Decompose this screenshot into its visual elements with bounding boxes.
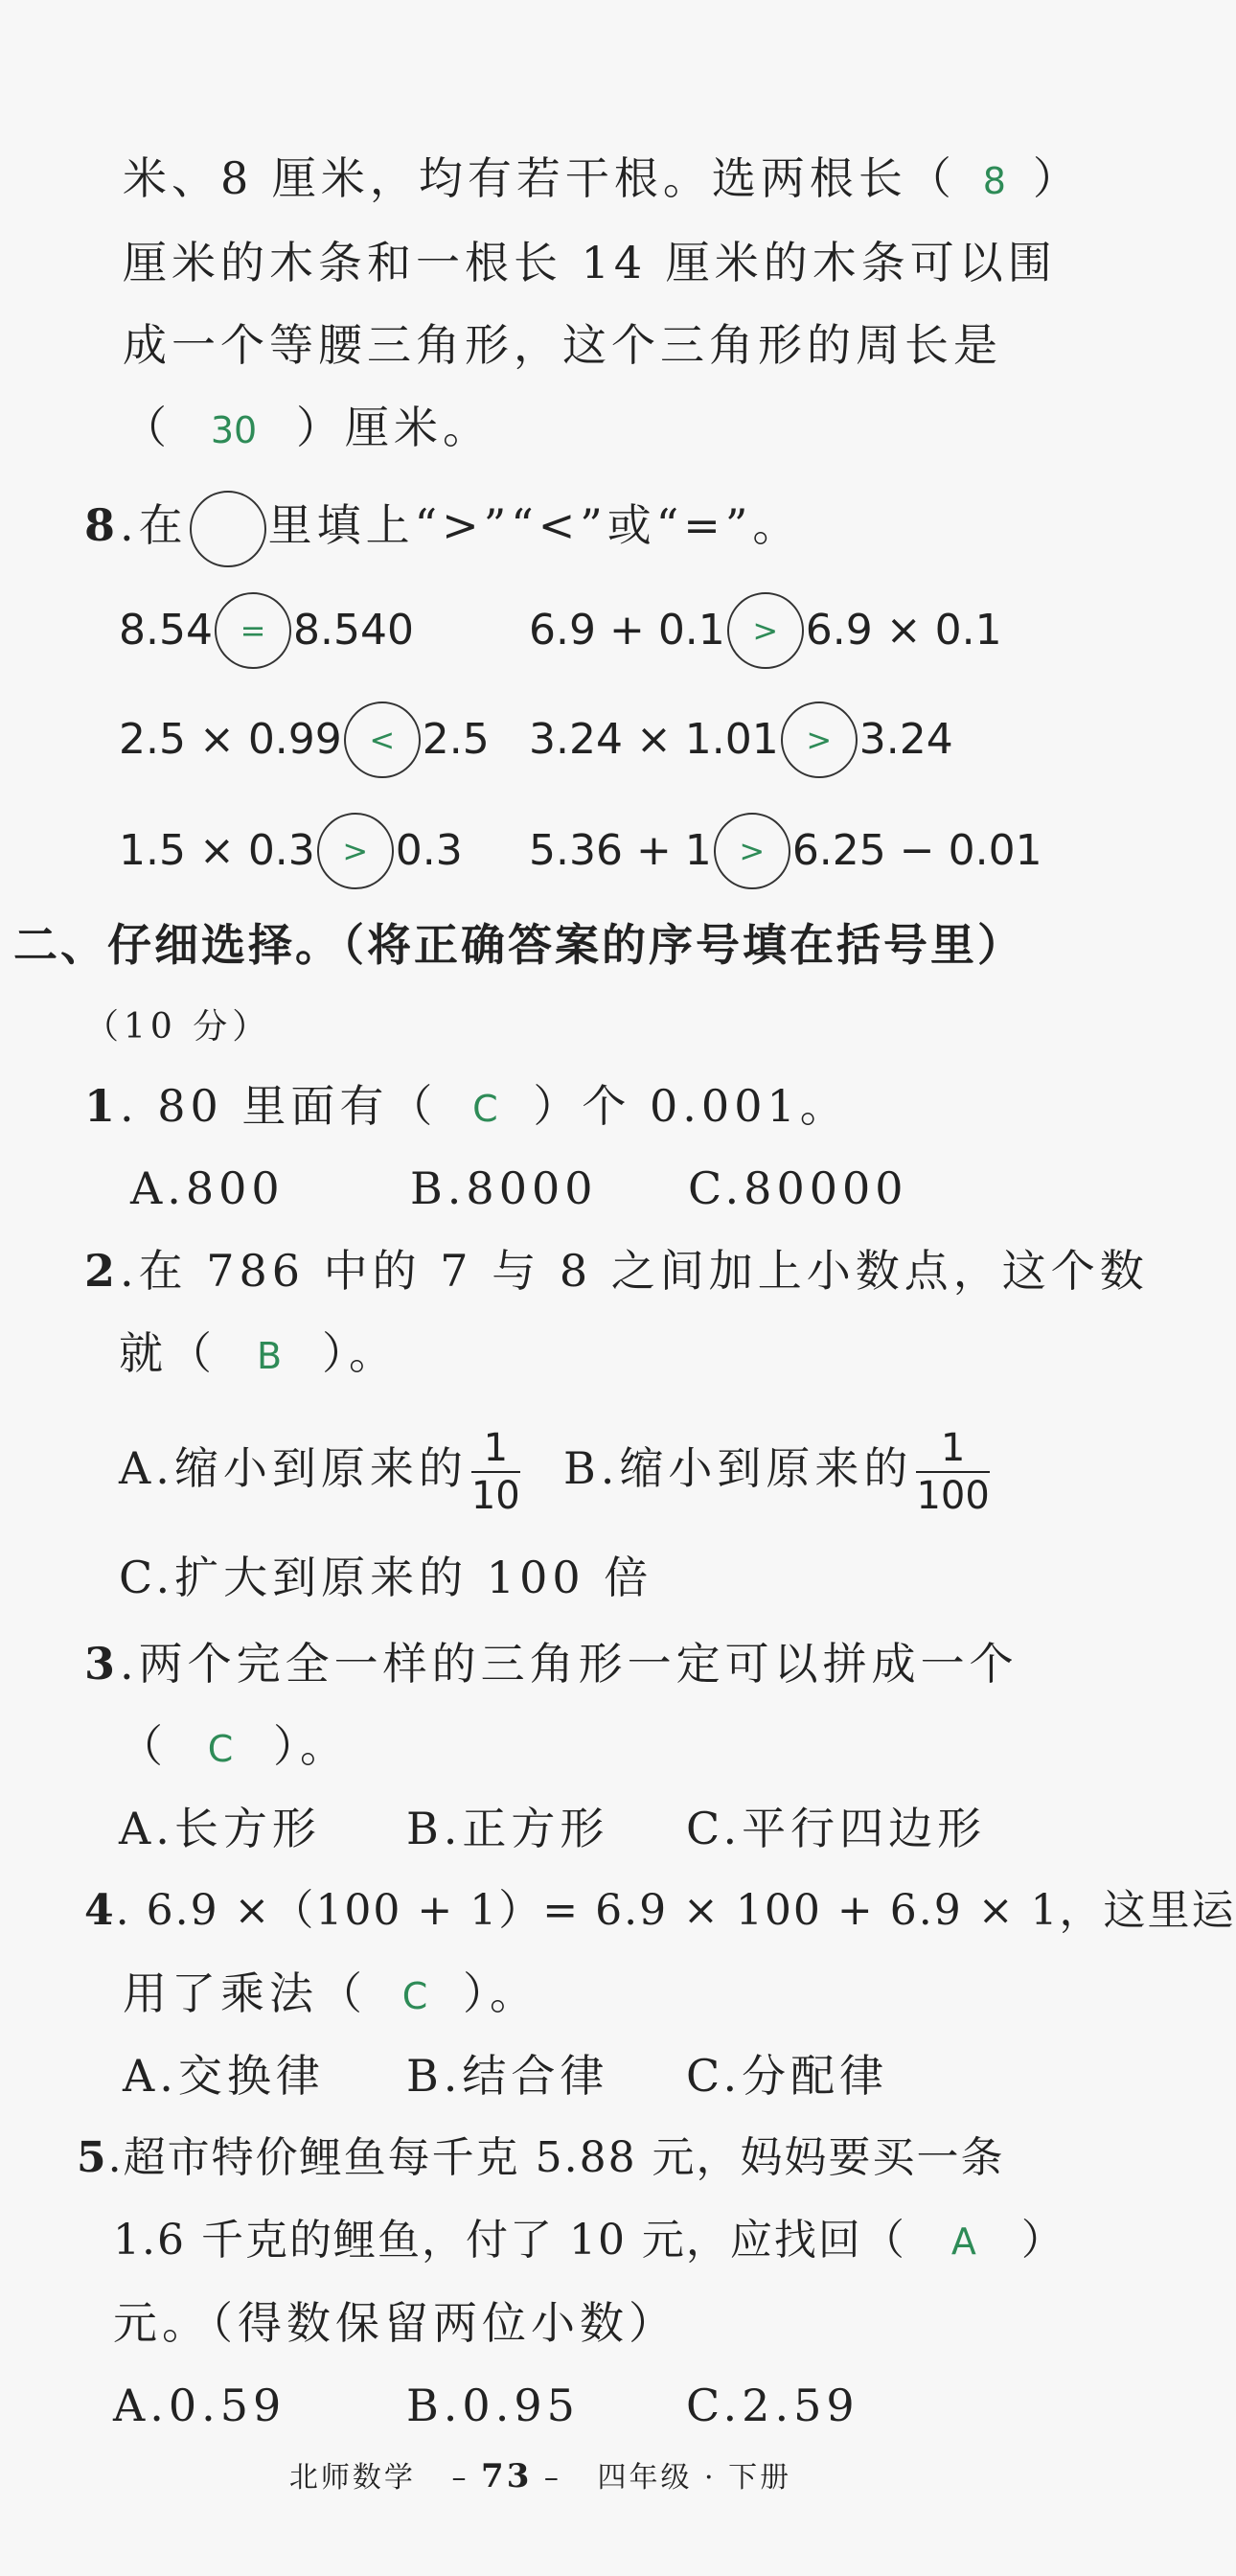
choice-q3-option-a: A.长方形	[119, 1803, 321, 1854]
choice-q5-option-b: B.0.95	[406, 2380, 580, 2431]
choice-q1-option-b: B.8000	[410, 1162, 598, 1214]
choice-q3-line2: （ C ）。	[119, 1717, 349, 1778]
answer-c4: C	[401, 1975, 428, 2017]
compare-answer-circle: =	[215, 592, 291, 669]
choice-q4-line2: 用了乘法（ C ）。	[123, 1965, 538, 2025]
choice-q1-option-a: A.800	[130, 1162, 285, 1214]
compare-item-1: 8.54 = 8.540	[119, 590, 414, 669]
blank-circle-icon	[190, 491, 266, 567]
answer-c1: C	[472, 1088, 498, 1130]
choice-q2-option-a: A.缩小到原来的 $\frac{1}{10}$	[119, 1426, 520, 1518]
choice-q5-stem: 5.超市特价鲤鱼每千克 5.88 元，妈妈要买一条	[77, 2133, 1005, 2182]
choice-q2-option-b: B.缩小到原来的 $\frac{1}{100}$	[563, 1426, 990, 1518]
compare-answer-circle: >	[727, 592, 804, 669]
answer-q7-2: 30	[210, 409, 258, 451]
compare-answer-circle: >	[781, 702, 858, 778]
compare-item-2: 6.9 + 0.1 > 6.9 × 0.1	[529, 590, 1002, 669]
page-number: 73	[481, 2457, 533, 2496]
choice-q5-line3: 元。（得数保留两位小数）	[113, 2297, 677, 2349]
q7-line3: 成一个等腰三角形，这个三角形的周长是	[123, 319, 1002, 371]
compare-item-6: 5.36 + 1 > 6.25 − 0.01	[529, 811, 1042, 889]
fraction-one-hundredth: $\frac{1}{100}$	[916, 1426, 990, 1518]
compare-answer-circle: >	[714, 813, 790, 889]
compare-item-3: 2.5 × 0.99 < 2.5	[119, 700, 490, 778]
q8-stem: 8.在 里填上“>”“<”或“=”。	[84, 491, 801, 567]
choice-q4-option-b: B.结合律	[406, 2050, 609, 2102]
choice-q4-stem: 4. 6.9 ×（100 + 1）= 6.9 × 100 + 6.9 × 1，这里运	[84, 1886, 1236, 1935]
compare-item-5: 1.5 × 0.3 > 0.3	[119, 811, 463, 889]
choice-q3-stem: 3.两个完全一样的三角形一定可以拼成一个	[84, 1638, 1019, 1690]
choice-q2-option-c: C.扩大到原来的 100 倍	[119, 1552, 653, 1603]
q7-line1: 米、8 厘米，均有若干根。选两根长（ 8 ）	[123, 150, 1082, 210]
choice-q1-option-c: C.80000	[688, 1162, 908, 1214]
choice-q4-option-a: A.交换律	[123, 2050, 325, 2102]
q7-line2: 厘米的木条和一根长 14 厘米的木条可以围	[123, 237, 1057, 288]
choice-q1-stem: 1. 80 里面有（ C ）个 0.001。	[84, 1077, 849, 1138]
answer-q7-1: 8	[982, 160, 1006, 202]
choice-q3-option-b: B.正方形	[406, 1803, 609, 1854]
compare-answer-circle: <	[344, 702, 421, 778]
choice-q3-option-c: C.平行四边形	[686, 1803, 987, 1854]
choice-q5-line2: 1.6 千克的鲤鱼，付了 10 元，应找回（ A ）	[113, 2212, 1065, 2270]
answer-c3: C	[207, 1728, 234, 1770]
choice-q2-line2: 就（ B ）。	[119, 1324, 398, 1385]
page-footer: 北师数学 – 73 – 四年级 · 下册	[288, 2457, 792, 2496]
q7-line4: （ 30 ）厘米。	[123, 399, 492, 459]
choice-q5-option-a: A.0.59	[113, 2380, 286, 2431]
compare-answer-circle: >	[317, 813, 394, 889]
compare-item-4: 3.24 × 1.01 > 3.24	[529, 700, 953, 778]
choice-q5-option-c: C.2.59	[686, 2380, 859, 2431]
choice-q4-option-c: C.分配律	[686, 2050, 889, 2102]
section-2-score: （10 分）	[84, 1007, 272, 1046]
fraction-one-tenth: $\frac{1}{10}$	[470, 1426, 520, 1518]
section-2-title: 二、仔细选择。（将正确答案的序号填在括号里）	[13, 919, 1024, 971]
answer-c5: A	[950, 2220, 976, 2263]
answer-c2: B	[256, 1335, 283, 1377]
choice-q2-stem: 2.在 786 中的 7 与 8 之间加上小数点，这个数	[84, 1245, 1149, 1297]
